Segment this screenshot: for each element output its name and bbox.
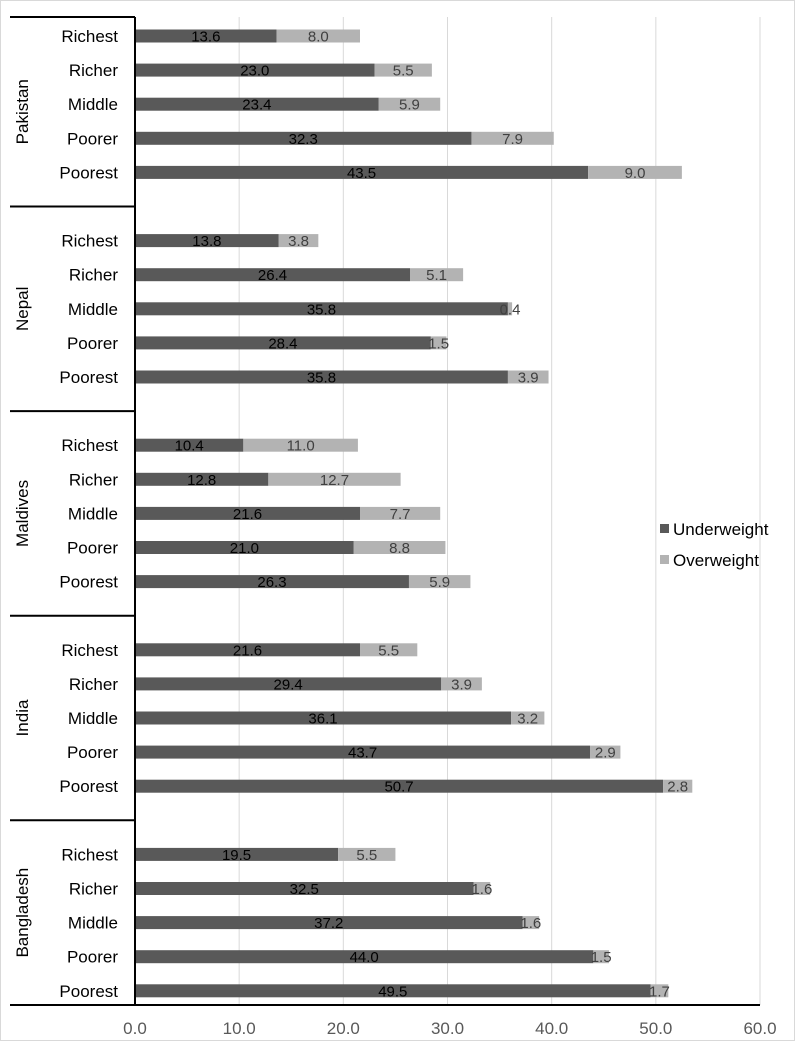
overweight-data-label: 5.1 <box>426 267 447 285</box>
category-label: Richer <box>68 470 118 490</box>
category-label: Poorest <box>59 163 118 183</box>
group-label: Maldives <box>13 479 32 547</box>
overweight-data-label: 5.5 <box>378 642 400 660</box>
category-label: Richer <box>68 674 118 694</box>
overweight-data-label: 5.5 <box>392 62 414 80</box>
overweight-data-label: 1.5 <box>428 335 450 353</box>
underweight-data-label: 21.6 <box>232 642 263 660</box>
category-label: Middle <box>67 95 118 115</box>
overweight-data-label: 1.7 <box>649 983 670 1001</box>
category-label: Richest <box>61 27 118 46</box>
category-label: Richest <box>61 231 118 251</box>
underweight-data-label: 13.8 <box>192 233 222 251</box>
overweight-data-label: 2.9 <box>594 744 616 762</box>
underweight-data-label: 26.4 <box>257 267 288 285</box>
overweight-data-label: 11.0 <box>286 437 315 455</box>
underweight-data-label: 36.1 <box>308 710 338 728</box>
underweight-data-label: 13.6 <box>191 28 221 46</box>
overweight-data-label: 8.0 <box>307 28 329 46</box>
x-tick-label: 10.0 <box>222 1019 256 1038</box>
overweight-data-label: 5.9 <box>429 574 451 592</box>
category-label: Poorest <box>59 572 118 592</box>
overweight-data-label: 7.7 <box>389 505 411 523</box>
category-label: Richest <box>61 845 118 865</box>
x-tick-label: 40.0 <box>535 1019 569 1038</box>
category-label: Richer <box>68 879 118 899</box>
group-label: India <box>13 699 32 737</box>
overweight-data-label: 3.2 <box>517 710 539 728</box>
underweight-data-label: 43.5 <box>346 164 377 182</box>
category-label: Poorest <box>59 368 118 387</box>
category-label: Poorer <box>66 538 118 558</box>
category-label: Middle <box>67 299 118 319</box>
category-label: Richest <box>61 436 118 456</box>
overweight-data-label: 9.0 <box>624 164 646 182</box>
category-label: Middle <box>67 504 118 524</box>
underweight-data-label: 23.0 <box>240 62 270 80</box>
underweight-data-label: 32.5 <box>289 881 319 898</box>
underweight-data-label: 44.0 <box>349 949 379 967</box>
x-tick-label: 60.0 <box>743 1019 777 1038</box>
group-label: Nepal <box>13 286 32 332</box>
category-label: Poorer <box>66 947 118 967</box>
legend-swatch <box>660 524 669 533</box>
x-tick-label: 30.0 <box>430 1019 465 1038</box>
category-label: Richer <box>68 61 118 81</box>
category-label: Poorer <box>66 743 118 763</box>
category-label: Middle <box>67 709 118 728</box>
group-label: Pakistan <box>13 79 32 145</box>
underweight-data-label: 23.4 <box>242 96 272 114</box>
underweight-data-label: 21.0 <box>229 540 259 557</box>
x-tick-label: 20.0 <box>326 1019 360 1038</box>
overweight-data-label: 8.8 <box>389 540 411 557</box>
overweight-data-label: 3.8 <box>288 233 309 251</box>
category-label: Poorest <box>59 981 118 1001</box>
category-label: Poorer <box>66 333 118 353</box>
category-label: Richer <box>68 265 118 285</box>
category-label: Poorer <box>66 129 118 149</box>
legend-swatch <box>660 555 669 564</box>
underweight-data-label: 35.8 <box>306 369 337 387</box>
underweight-data-label: 37.2 <box>314 915 344 933</box>
overweight-data-label: 5.9 <box>399 96 420 114</box>
underweight-data-label: 28.4 <box>268 335 298 353</box>
overweight-data-label: 3.9 <box>517 369 539 387</box>
category-label: Middle <box>67 913 118 933</box>
underweight-data-label: 12.8 <box>187 471 217 489</box>
underweight-data-label: 50.7 <box>384 778 414 796</box>
underweight-data-label: 21.6 <box>232 505 263 523</box>
overweight-data-label: 0.4 <box>499 301 521 319</box>
underweight-data-label: 29.4 <box>273 676 303 694</box>
overweight-data-label: 3.9 <box>451 676 472 694</box>
legend-label: Underweight <box>673 520 769 539</box>
overweight-data-label: 1.6 <box>471 881 493 898</box>
overweight-data-label: 2.8 <box>667 778 689 796</box>
underweight-data-label: 35.8 <box>306 301 337 319</box>
group-label: Bangladesh <box>13 867 32 958</box>
overweight-data-label: 7.9 <box>502 130 524 148</box>
overweight-data-label: 1.6 <box>520 915 542 933</box>
category-label: Poorest <box>59 777 118 797</box>
overweight-data-label: 1.5 <box>590 949 612 967</box>
chart-canvas <box>1 1 795 1042</box>
legend-label: Overweight <box>673 551 759 570</box>
overweight-data-label: 5.5 <box>356 846 378 864</box>
underweight-data-label: 43.7 <box>348 744 378 762</box>
underweight-data-label: 26.3 <box>257 574 287 592</box>
underweight-data-label: 32.3 <box>288 130 318 148</box>
underweight-data-label: 49.5 <box>378 983 408 1001</box>
x-tick-label: 50.0 <box>639 1019 673 1038</box>
category-label: Richest <box>61 640 118 660</box>
x-tick-label: 0.0 <box>123 1019 147 1038</box>
overweight-data-label: 12.7 <box>319 471 350 489</box>
underweight-data-label: 10.4 <box>174 437 204 455</box>
underweight-data-label: 19.5 <box>221 846 252 864</box>
